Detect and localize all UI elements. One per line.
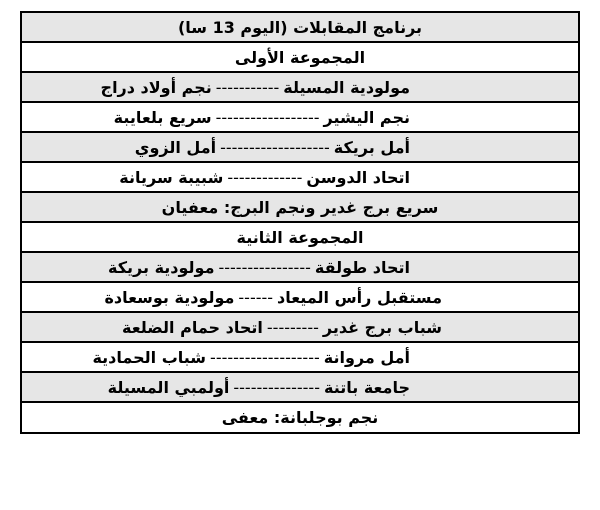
group-2-bye-note: نجم بوجلبانة: معفى [22, 403, 578, 432]
match-row [22, 313, 578, 343]
match-row [22, 73, 578, 103]
home-team: مستقبل رأس الميعاد [277, 288, 442, 307]
away-team: شبيبة سريانة [119, 168, 224, 187]
vs-separator: ------------------ [215, 108, 320, 127]
away-team: سريع بلعايبة [113, 108, 212, 127]
match-row [22, 163, 578, 193]
home-team: مولودية المسيلة [283, 78, 410, 97]
away-team: أولمبي المسيلة [107, 378, 230, 397]
away-team: اتحاد حمام الضلعة [122, 318, 263, 337]
home-team: اتحاد طولقة [314, 258, 410, 277]
home-team: أمل بريكة [333, 138, 410, 157]
match-row [22, 103, 578, 133]
vs-separator: --------------- [233, 378, 320, 397]
match-row [22, 373, 578, 403]
vs-separator: ------------------- [210, 348, 320, 367]
home-team: نجم اليشير [323, 108, 410, 127]
schedule-title: برنامج المقابلات (اليوم 13 سا) [22, 13, 578, 43]
vs-separator: ------------------- [220, 138, 330, 157]
away-team: مولودية بوسعادة [104, 288, 235, 307]
away-team: شباب الحمادية [92, 348, 207, 367]
home-team: شباب برج غدير [322, 318, 442, 337]
home-team: اتحاد الدوسن [306, 168, 410, 187]
away-team: أمل الزوي [134, 138, 217, 157]
home-team: أمل مروانة [323, 348, 410, 367]
home-team: جامعة باتنة [323, 378, 410, 397]
group-1-bye-note: سريع برج غدير ونجم البرج: معفيان [22, 193, 578, 223]
away-team: مولودية بريكة [108, 258, 215, 277]
group-2-heading: المجموعة الثانية [22, 223, 578, 253]
match-row [22, 133, 578, 163]
match-row [22, 283, 578, 313]
group-1-heading: المجموعة الأولى [22, 43, 578, 73]
match-row [22, 253, 578, 283]
match-row [22, 343, 578, 373]
match-schedule-table [20, 11, 580, 434]
vs-separator: ------ [238, 288, 274, 307]
away-team: نجم أولاد دراج [100, 78, 212, 97]
vs-separator: ---------------- [218, 258, 311, 277]
vs-separator: --------- [266, 318, 319, 337]
vs-separator: ------------- [227, 168, 303, 187]
vs-separator: ----------- [215, 78, 280, 97]
